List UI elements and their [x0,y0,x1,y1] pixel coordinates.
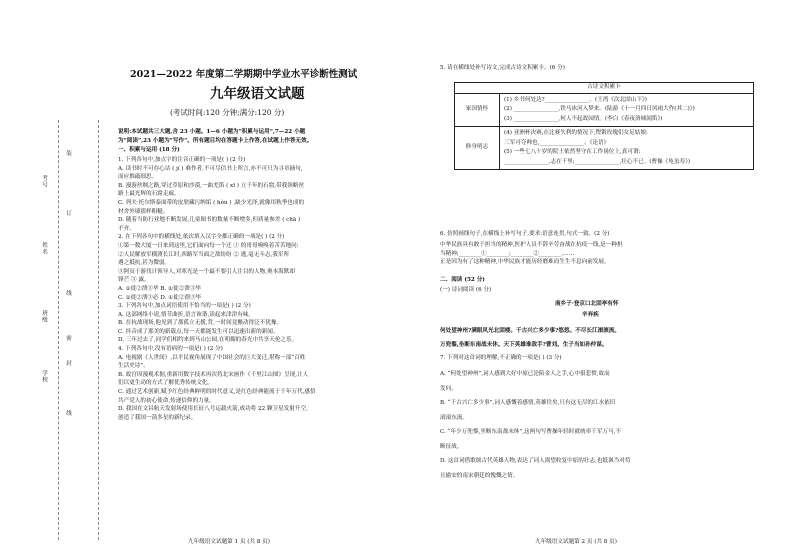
text-line: C. 抖音成了那美的新载点,每一天都能发生可以迅速出新的新闻。 [118,328,279,335]
poem-author: 辛弃疾 [582,312,599,318]
text-line: B. 故宫因漫观术据,重新用数字技术再次将北宋画作《千里江山图》呈现,让人 [118,371,309,378]
text-line: C. ①徙②溃③必 D. ①徙②溃③毕 [118,294,202,301]
text-line: 们以更生动的方式了解优秀传统文化。 [118,380,214,387]
text-line: 4. 下列各句中,没有语病的一项是( ) (2 分) [118,346,223,353]
text-line: A. 电视剧《人世间》,以平民视角展现了中国社会的巨大变迁,堪称一部“百姓 [118,354,306,361]
text-line: 村舍外墙那样粗糙。 [118,208,169,215]
text-line: C. 通过艺术创新,赋予红色经典鲜明的时代意义,是红色经典能流于千年万代,感悟 [118,389,316,396]
exam-number-label: 考号 [41,175,47,189]
cut-mark: 线 [65,290,71,297]
text-line: ①第一数大厦一日来到这里,它们面向每一个迁 ① 的哥哥嗅嗅着苦苦地问: [118,242,299,249]
option-line: A. “何处望神州”,词人感到大好中原已沦陷金人之手,心中很悲愤,故而 [440,371,610,377]
instruction-line2: 为“阅读”,23 小题为“写作”。所有题目均在答题卡上作答,在试题上作答无效。 [118,138,313,144]
section1-heading: 一、积累与运用 (18 分) [118,147,180,153]
card-content-patriotism [500,93,754,127]
exam-info: (考试时间:120 分钟;满分:120 分) [170,108,285,117]
option-line: 滚滚东流。 [440,414,468,421]
binding-line-2 [98,120,99,540]
q6-body [440,241,623,267]
cut-mark: 订 [65,210,71,217]
cut-mark: 密 [65,335,71,342]
poem-line: 万兜鍪,坐断东南战未休。天下英雄谁敌手?曹刘。生子当如孙仲谋。 [440,342,608,348]
text-line: A. 这部网络小说,情节曲折,语言诙谐,读起来津津有味。 [118,311,254,318]
question-block [118,156,418,422]
right-page [440,60,780,550]
card-label-self-cultivation: 修身明志 [455,127,500,170]
poetry-card [454,82,754,170]
poem-line: 何处望神州?满眼风光北固楼。千古兴亡多少事?悠悠。不尽长江滚滚流。 [440,328,620,334]
text-line: 中华民族具有敢于担当的精神,医护人员不辞辛劳奋战在抗疫一线,是一种担 [440,242,623,248]
text-line: B. 漫游丝绸之路,穿过草原和沙漠,一曲羌笛 ( xī ) 立千年的石窟,带我领略丝 [118,182,305,189]
text-line: 创造了我国一箭多星的新纪录。 [118,414,197,421]
q7-options [440,367,630,483]
text-line: D. 随着当防行业地不断发展,儿童图书的数量不断增多,但质量参差 ( chā ) [118,217,301,224]
text-line: 生活史诗”。 [118,363,149,370]
binding-line [58,120,59,540]
option-line: 发问。 [440,385,457,392]
text-line: A. 读书时不可存心诘 ( jí ) 难作者,不可尽信书上所言,亦不可只为寻章摘句, [118,165,303,172]
poem-title: 南乡子·登京口北固亭有怀 [555,301,619,307]
section2-heading: 二、阅读 (52 分) [440,277,485,283]
school-label: 学校 [41,370,47,384]
cut-mark: 封 [65,360,71,367]
text-line: C. 列夫·托尔斯泰面带的皮肤藏污纳垢 ( hòu ) ,缺少光泽,就像用秋季也成的 [118,199,305,206]
exam-title-line1: 2021—2022 年度第二学期期中学业水平诊断性测试 [130,69,358,80]
text-line: D. 三年过去了,同学们相约来到马山公园,在明媚的春光中共享天伦之乐。 [118,337,298,344]
q7-text: 7. 下列对这首词的理解,不正确的一项是( ) (3 分) [440,355,562,361]
sub1-heading: (一) 诗词阅读 (6 分) [440,287,492,293]
text-line: 正是因为有了这种精神,中华民族才能历经磨难而生生不息向前发展。 [440,259,610,266]
card-line: (3) ________________,何人不起故园情。(李白《春夜洛城闻笛》) [504,115,663,122]
page-footer-right: 九年级语文试题第 2 页 (共 8 页) [535,539,617,545]
cut-mark: 装 [65,150,71,157]
text-line: 1. 下列各句中,加点字的注音正确的一项是( ) (2 分) [118,157,246,163]
exam-title-line2: 九年级语文试题 [210,86,305,102]
option-line: 且偷安的南宋朝廷的愧慨之情。 [440,472,519,479]
text-line: 当精神;________①________;________②________,…… [440,250,575,257]
card-line: (5) 一些七八十岁的院士依然坚守在工作岗位上,真可谓: [504,149,641,155]
card-line: (1) 乡书何处达?________________。(王湾《次北固山下》) [504,96,647,103]
text-line: 2. 在下列各句中的横线处,依次填入汉字全都正确的一项是( ) (2 分) [118,234,285,241]
card-line: 三军可夺帅也,________________。《论语》 [504,139,610,146]
card-label-patriotism: 家国情怀 [455,93,500,127]
instruction-line1: 说明:本试题共三大题,含 23 小题。1—6 小题为“积累与运用”,7—22 小题 [118,129,306,135]
page-footer-left: 九年级语文试题第 1 页 (共 8 页) [188,539,270,545]
option-line: 断征战。 [440,443,463,450]
q5-text: 5. 请在横线处补写诗文,完成古诗文积累卡。(6 分) [440,65,565,71]
text-line: 路上最光辉的石窟走廊。 [118,191,180,198]
text-line: 锋芒 ③ 露。 [118,277,150,284]
poem-body [440,324,620,352]
card-title: 古诗文积累卡 [455,83,754,94]
text-line: ③阿页于游伐计领导人,对寒光是一个最不要引人注目的人物,奥本海默却 [118,268,295,275]
cut-mark: 线 [65,410,71,417]
option-line: D. 这首词借歌颂古代英雄人物,表达了词人渴望收复中原的壮志,也抵讽当对苟 [440,458,631,464]
q6-text: 6. 仿照画线句子,在横线上补写句子,要求:语意连贯,句式一致。(2 分) [440,231,610,237]
card-line: ________________,志在千里;________________,壮心不已。(曹操《龟虽寿》) [504,158,691,165]
text-line: 3. 下列各句中,加点词语使用不恰当的一项是( ) (2 分) [118,303,251,310]
class-label: 班级 [41,310,47,324]
text-line: 而应推敲细思。 [118,174,158,181]
text-line: B. 在抗战现场,他见到了那孤立无援,背,一时间竟搬动得泛不犹豫。 [118,320,283,327]
name-label: 姓名 [41,242,47,256]
card-line: (2) ________________,铁马冰河入梦来。(陆游《十一月四日风雨大作(其二)》) [504,106,695,112]
left-page [118,60,418,550]
text-line: ②人民解放军横渡长江时,西路军当面之敌纷纷 ② 逃,毫无斗志,我军所 [118,251,290,258]
option-line: C. “年少万兜鍪,坐断东南战未休”,这两句写曹操年轻时就统率千军万马,不 [440,429,621,435]
option-line: B. “千古兴亡多少事”,词人感慨着感情,英雄往矣,只有这无尽的江水依旧 [440,400,616,406]
card-content-self-cultivation [500,127,754,170]
card-line: (4) 亚洲杯决赛,在比赛失利的情况下,铿锵玫瑰们女足姑娘: [504,130,648,136]
text-line: 遇之抵抗,甚为微弱。 [118,260,171,267]
text-line: 不齐。 [118,225,135,232]
text-line: 共产党人的初心使命,传递信仰的力量。 [118,397,215,404]
text-line: A. ①徙②溃③毕 B. ①徙②溃③毕 [118,285,202,292]
text-line: D. 我国在文昌航天发射场使用长征八号运载火箭,成功将 22 颗卫星发射升空, [118,406,308,413]
